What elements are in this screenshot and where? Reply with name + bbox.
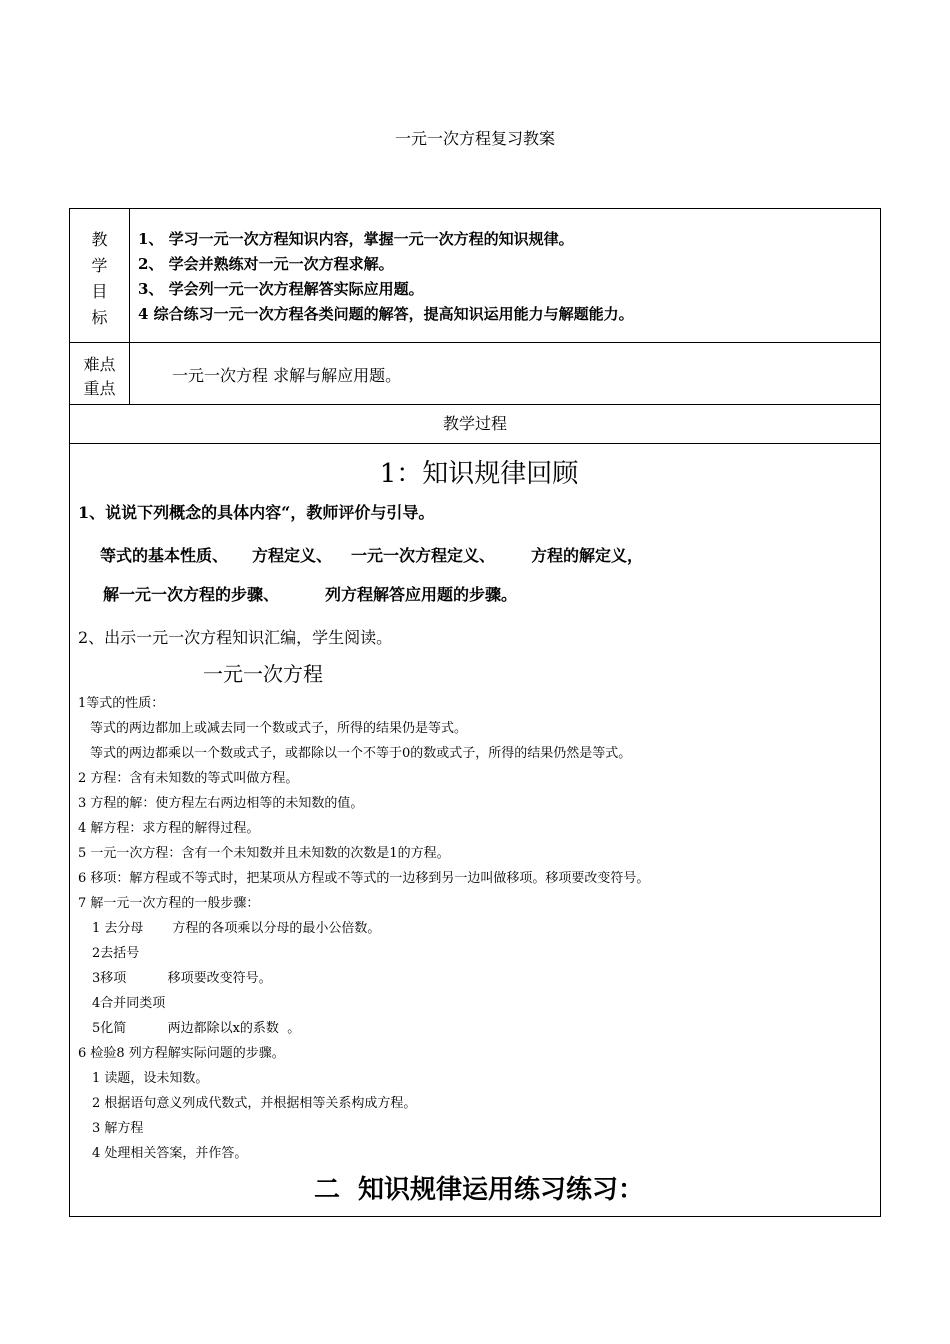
note-line: 4 处理相关答案，并作答。 <box>92 1146 248 1161</box>
process-heading-row <box>70 405 881 444</box>
note-line: 1等式的性质： <box>78 696 165 711</box>
process-content <box>70 444 881 1217</box>
concept-item: 方程的解定义， <box>531 546 644 565</box>
item-2: 2、出示一元一次方程知识汇编，学生阅读。 <box>78 628 393 647</box>
note-line: 等式的两边都加上或减去同一个数或式子，所得的结果仍是等式。 <box>90 721 468 736</box>
key-label-line: 重点 <box>83 379 116 398</box>
note-line: 5 一元一次方程：含有一个未知数并且未知数的次数是1的方程。 <box>78 846 450 861</box>
note-line: 5化简 两边都除以x的系数 。 <box>92 1021 301 1036</box>
note-line: 等式的两边都乘以一个数或式子，或都除以一个不等于0的数或式子，所得的结果仍然是等式。 <box>90 746 632 761</box>
goal-item: 3、 学会列一元一次方程解答实际应用题。 <box>138 280 424 298</box>
key-points-text: 一元一次方程 求解与解应用题。 <box>130 343 881 405</box>
goals-label-char: 学 <box>91 256 108 275</box>
section2-title: 二 知识规律运用练习练习： <box>313 1175 645 1205</box>
concept-item: 一元一次方程定义、 <box>351 546 496 565</box>
process-content-row <box>70 444 881 1217</box>
note-line: 4合并同类项 <box>92 996 166 1011</box>
note-line: 3移项 移项要改变符号。 <box>92 971 272 986</box>
knowledge-notes <box>78 691 880 1166</box>
goals-label-char: 标 <box>91 308 108 327</box>
concepts-row-1 <box>78 543 880 566</box>
note-line: 3 解方程 <box>92 1121 144 1136</box>
concept-item: 方程定义、 <box>252 546 333 565</box>
section1-title: 1：知识规律回顾 <box>379 459 579 489</box>
note-line: 2去括号 <box>92 946 140 961</box>
note-line: 4 解方程：求方程的解得过程。 <box>78 821 260 836</box>
goals-label-char: 目 <box>91 282 108 301</box>
note-line: 1 去分母 方程的各项乘以分母的最小公倍数。 <box>92 921 381 936</box>
document-title: 一元一次方程复习教案 <box>394 129 555 148</box>
goals-row <box>70 209 881 343</box>
goals-list <box>130 209 881 343</box>
note-line: 6 检验8 列方程解实际问题的步骤。 <box>78 1046 285 1061</box>
concept-item: 解一元一次方程的步骤、 <box>103 585 280 604</box>
note-line: 3 方程的解：使方程左右两边相等的未知数的值。 <box>78 796 364 811</box>
concept-item: 列方程解答应用题的步骤。 <box>325 585 518 604</box>
note-line: 1 读题，设未知数。 <box>92 1071 209 1086</box>
goal-item: 4 综合练习一元一次方程各类问题的解答，提高知识运用能力与解题能力。 <box>138 305 634 323</box>
key-label-line: 难点 <box>83 355 116 374</box>
goals-label <box>70 209 130 343</box>
goal-item: 2、 学会并熟练对一元一次方程求解。 <box>138 255 394 273</box>
note-line: 2 方程：含有未知数的等式叫做方程。 <box>78 771 299 786</box>
note-line: 6 移项：解方程或不等式时，把某项从方程或不等式的一边移到另一边叫做移项。移项要改变符号。 <box>78 871 650 886</box>
goal-item: 1、 学习一元一次方程知识内容，掌握一元一次方程的知识规律。 <box>138 230 574 248</box>
note-line: 7 解一元一次方程的一般步骤： <box>78 896 260 911</box>
notes-subtitle: 一元一次方程 <box>203 662 323 686</box>
process-heading: 教学过程 <box>70 405 881 444</box>
concepts-row-2 <box>78 582 880 605</box>
note-line: 2 根据语句意义列成代数式，并根据相等关系构成方程。 <box>92 1096 417 1111</box>
lesson-plan-table <box>69 208 881 1217</box>
key-points-row <box>70 343 881 405</box>
concept-item: 等式的基本性质、 <box>100 546 229 565</box>
key-points-label <box>70 343 130 405</box>
concept-intro: 1、说说下列概念的具体内容“，教师评价与引导。 <box>78 503 435 522</box>
goals-label-char: 教 <box>91 230 108 249</box>
